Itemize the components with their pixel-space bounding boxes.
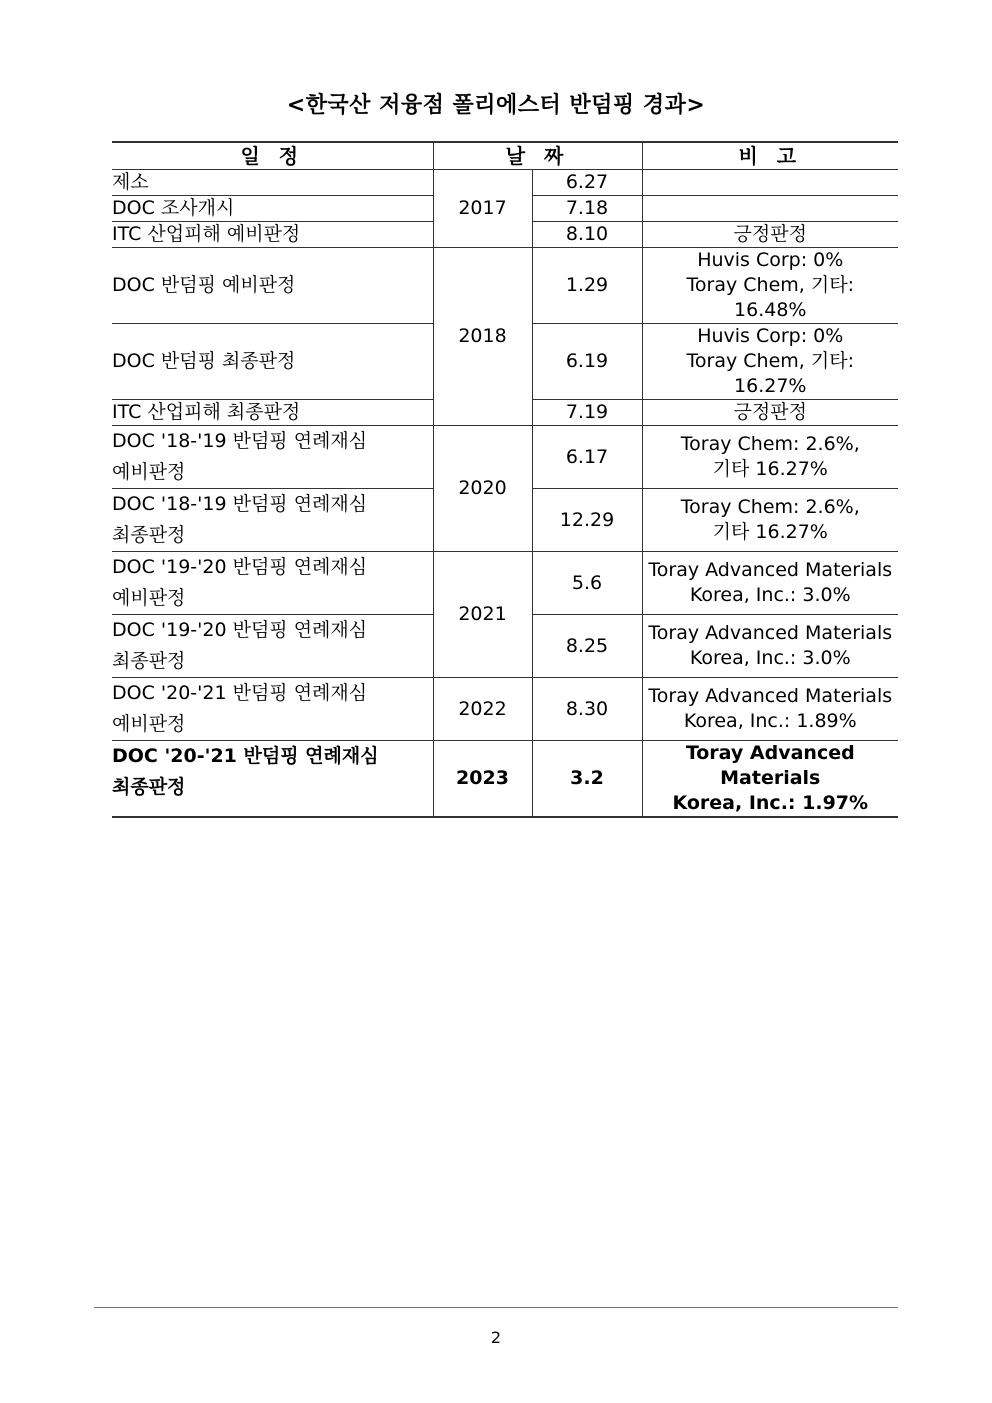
date-cell: 5.6 — [532, 552, 642, 615]
note-cell: 긍정판정 — [642, 222, 898, 248]
note-cell: Toray Advanced Materials Korea, Inc.: 1.89% — [642, 678, 898, 741]
header-date: 날 짜 — [433, 142, 642, 170]
date-cell: 1.29 — [532, 248, 642, 324]
header-remarks: 비 고 — [642, 142, 898, 170]
antidumping-timeline-table — [112, 141, 898, 818]
event-cell: DOC '18-'19 반덤핑 연례재심 최종판정 — [112, 489, 433, 552]
date-cell: 8.10 — [532, 222, 642, 248]
table-row — [112, 741, 898, 818]
note-cell: Huvis Corp: 0% Toray Chem, 기타: 16.48% — [642, 248, 898, 324]
event-cell: DOC '20-'21 반덤핑 연례재심 예비판정 — [112, 678, 433, 741]
year-cell: 2020 — [433, 426, 532, 552]
note-cell — [642, 196, 898, 222]
date-cell: 6.19 — [532, 324, 642, 400]
date-cell: 3.2 — [532, 741, 642, 818]
event-cell: ITC 산업피해 최종판정 — [112, 400, 433, 426]
date-cell: 6.17 — [532, 426, 642, 489]
note-cell: Huvis Corp: 0% Toray Chem, 기타: 16.27% — [642, 324, 898, 400]
note-cell: Toray Advanced Materials Korea, Inc.: 3.0% — [642, 552, 898, 615]
year-cell: 2017 — [433, 170, 532, 248]
date-cell: 12.29 — [532, 489, 642, 552]
note-cell: Toray Advanced Materials Korea, Inc.: 3.0% — [642, 615, 898, 678]
event-cell: DOC '20-'21 반덤핑 연례재심 최종판정 — [112, 741, 433, 818]
note-cell: Toray Chem: 2.6%, 기타 16.27% — [642, 489, 898, 552]
event-cell: DOC 조사개시 — [112, 196, 433, 222]
document-title: <한국산 저융점 폴리에스터 반덤핑 경과> — [286, 93, 706, 118]
date-cell: 6.27 — [532, 170, 642, 196]
year-cell: 2021 — [433, 552, 532, 678]
note-cell: Toray Advanced Materials Korea, Inc.: 1.97% — [642, 741, 898, 818]
table-row — [112, 552, 898, 615]
note-cell: Toray Chem: 2.6%, 기타 16.27% — [642, 426, 898, 489]
event-cell: ITC 산업피해 예비판정 — [112, 222, 433, 248]
table-row — [112, 170, 898, 196]
year-cell: 2018 — [433, 248, 532, 426]
table-row — [112, 248, 898, 324]
footer-divider — [94, 1307, 898, 1308]
note-cell: 긍정판정 — [642, 400, 898, 426]
event-cell: DOC '18-'19 반덤핑 연례재심 예비판정 — [112, 426, 433, 489]
table-row — [112, 678, 898, 741]
table-row — [112, 426, 898, 489]
year-cell: 2023 — [433, 741, 532, 818]
date-cell: 7.18 — [532, 196, 642, 222]
event-cell: DOC '19-'20 반덤핑 연례재심 예비판정 — [112, 552, 433, 615]
table-header-row — [112, 142, 898, 170]
event-cell: DOC 반덤핑 예비판정 — [112, 248, 433, 324]
year-cell: 2022 — [433, 678, 532, 741]
page-number: 2 — [490, 1328, 502, 1347]
date-cell: 8.25 — [532, 615, 642, 678]
event-cell: 제소 — [112, 170, 433, 196]
date-cell: 7.19 — [532, 400, 642, 426]
event-cell: DOC 반덤핑 최종판정 — [112, 324, 433, 400]
note-cell — [642, 170, 898, 196]
date-cell: 8.30 — [532, 678, 642, 741]
event-cell: DOC '19-'20 반덤핑 연례재심 최종판정 — [112, 615, 433, 678]
header-schedule: 일 정 — [112, 142, 433, 170]
